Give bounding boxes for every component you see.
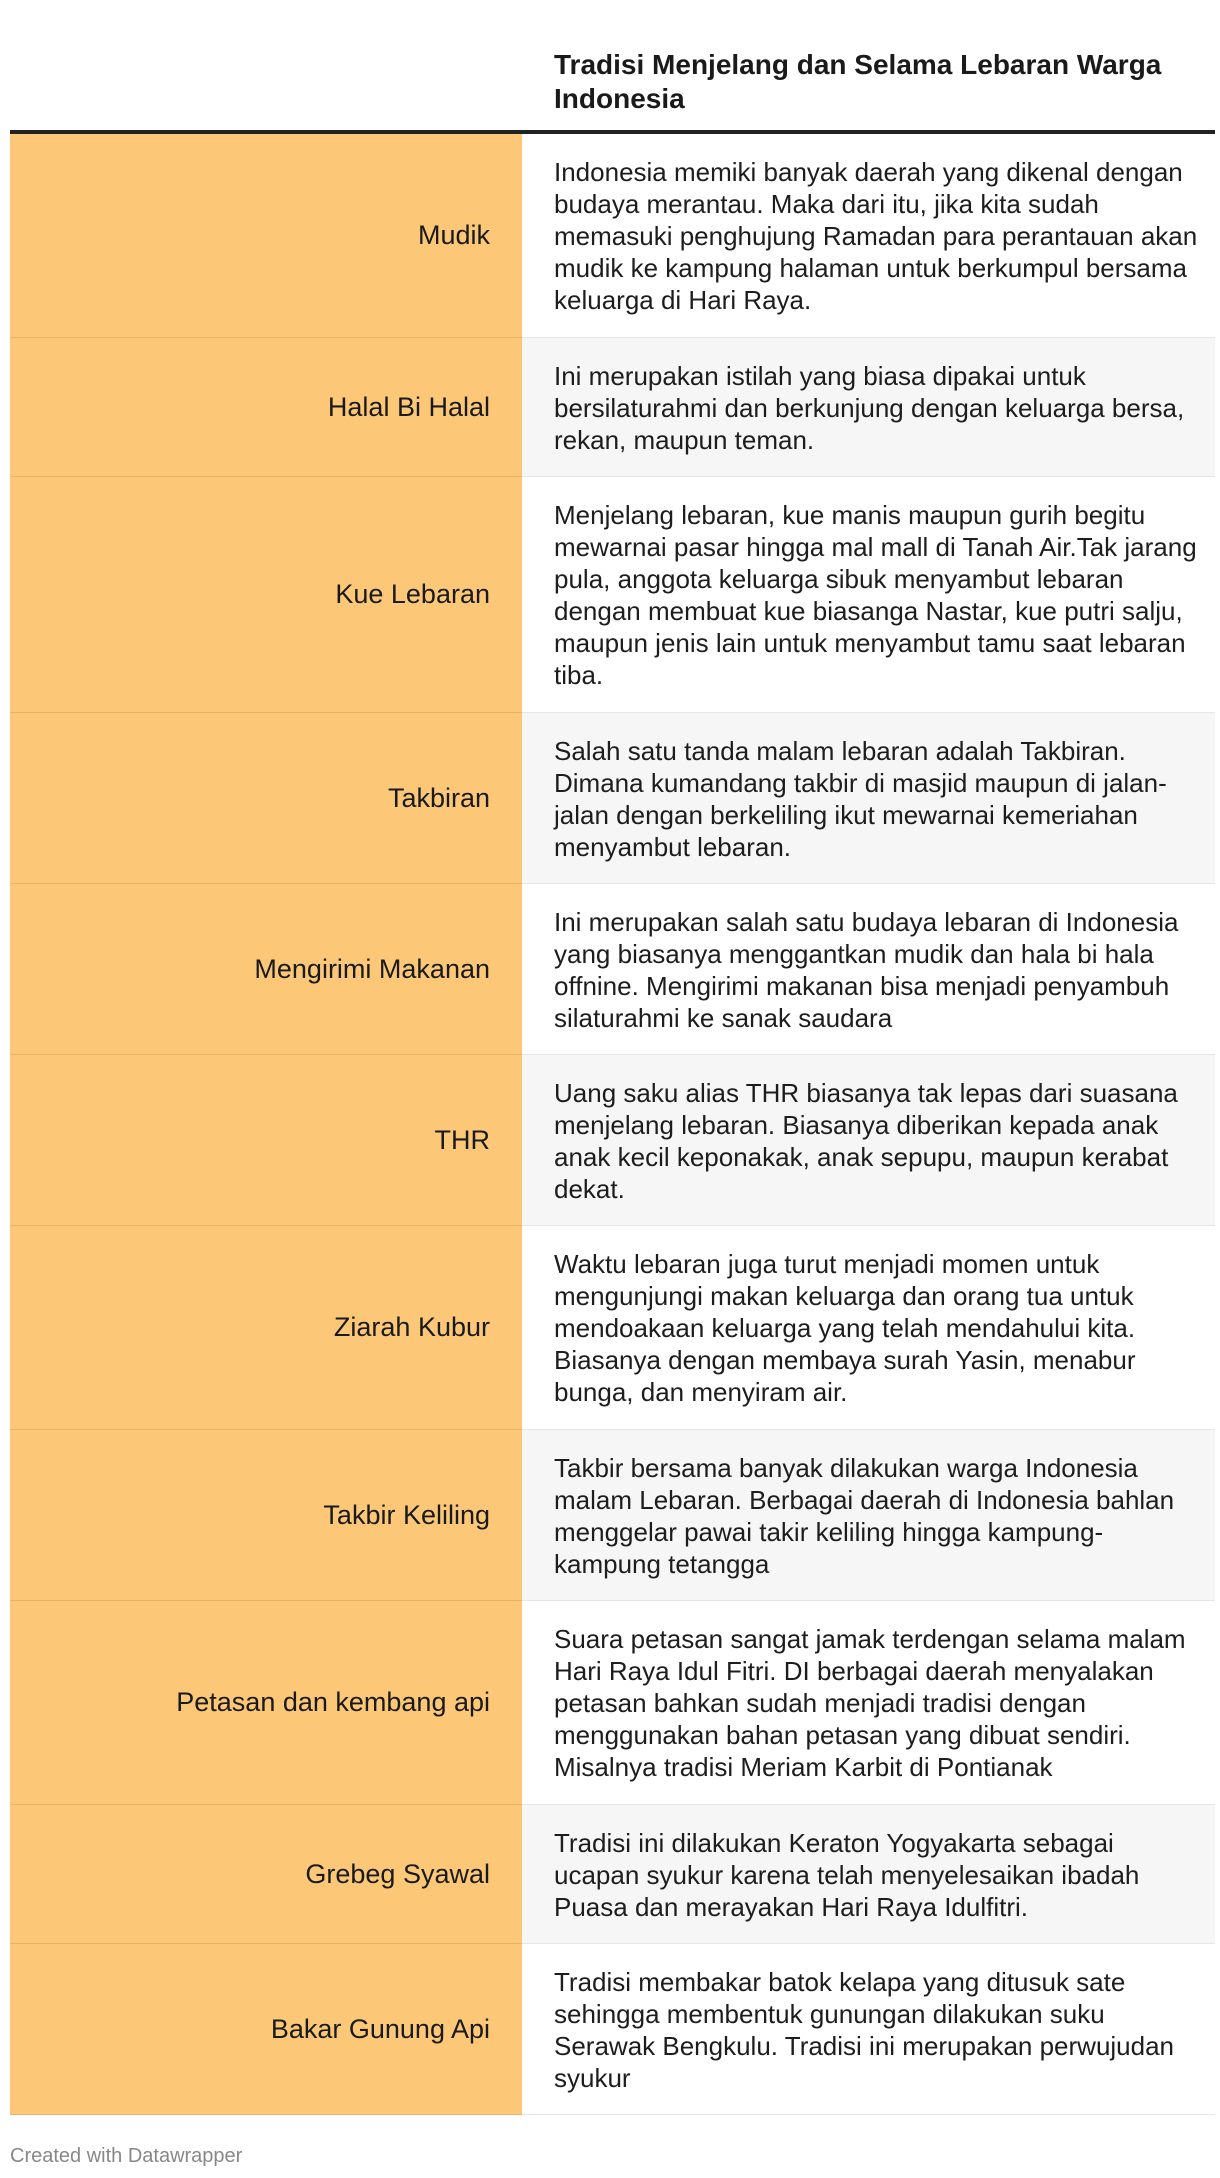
- traditions-table: [10, 0, 1215, 2115]
- tradition-name: THR: [10, 1055, 522, 1226]
- tradition-name: Halal Bi Halal: [10, 338, 522, 477]
- tradition-name: Mudik: [10, 134, 522, 338]
- table-row: [10, 338, 1215, 477]
- table-row: [10, 1055, 1215, 1226]
- tradition-description: Uang saku alias THR biasanya tak lepas dari suasana menjelang lebaran. Biasanya diberikan kepada anak anak kecil keponakak, anak sepupu, maupun kerabat dekat.: [522, 1055, 1215, 1226]
- tradition-name: Petasan dan kembang api: [10, 1601, 522, 1805]
- table-title: Tradisi Menjelang dan Selama Lebaran Warga Indonesia: [554, 49, 1162, 114]
- tradition-name: Kue Lebaran: [10, 477, 522, 713]
- tradition-description: Indonesia memiki banyak daerah yang dikenal dengan budaya merantau. Maka dari itu, jika kita sudah memasuki penghujung Ramadan para perantauan akan mudik ke kampung halaman untuk berkumpul bersama keluarga di Hari Raya.: [522, 134, 1215, 338]
- table-row: [10, 1226, 1215, 1430]
- header-empty-cell: [10, 0, 522, 130]
- table-row: [10, 477, 1215, 713]
- tradition-name: Takbir Keliling: [10, 1430, 522, 1601]
- table-row: [10, 1601, 1215, 1805]
- tradition-description: Tradisi membakar batok kelapa yang ditusuk sate sehingga membentuk gunungan dilakukan suku Serawak Bengkulu. Tradisi ini merupakan perwujudan syukur: [522, 1944, 1215, 2115]
- tradition-name: Takbiran: [10, 713, 522, 884]
- table-header: [10, 0, 1215, 134]
- tradition-description: Suara petasan sangat jamak terdengan selama malam Hari Raya Idul Fitri. DI berbagai daerah menyalakan petasan bahkan sudah menjadi tradisi dengan menggunakan bahan petasan yang dibuat sendiri. Misalnya tradisi Meriam Karbit di Pontianak: [522, 1601, 1215, 1805]
- tradition-description: Salah satu tanda malam lebaran adalah Takbiran. Dimana kumandang takbir di masjid maupun di jalan-jalan dengan berkeliling ikut mewarnai kemeriahan menyambut lebaran.: [522, 713, 1215, 884]
- tradition-description: Menjelang lebaran, kue manis maupun gurih begitu mewarnai pasar hingga mal mall di Tanah Air.Tak jarang pula, anggota keluarga sibuk menyambut lebaran dengan membuat kue biasanga Nastar, kue putri salju, maupun jenis lain untuk menyambut tamu saat lebaran tiba.: [522, 477, 1215, 713]
- tradition-description: Ini merupakan salah satu budaya lebaran di Indonesia yang biasanya menggantkan mudik dan hala bi hala offnine. Mengirimi makanan bisa menjadi penyambuh silaturahmi ke sanak saudara: [522, 884, 1215, 1055]
- tradition-name: Ziarah Kubur: [10, 1226, 522, 1430]
- tradition-description: Ini merupakan istilah yang biasa dipakai untuk bersilaturahmi dan berkunjung dengan keluarga bersa, rekan, maupun teman.: [522, 338, 1215, 477]
- tradition-description: Waktu lebaran juga turut menjadi momen untuk mengunjungi makan keluarga dan orang tua untuk mendoakaan keluarga yang telah mendahului kita. Biasanya dengan membaya surah Yasin, menabur bunga, dan menyiram air.: [522, 1226, 1215, 1430]
- tradition-name: Mengirimi Makanan: [10, 884, 522, 1055]
- tradition-name: Grebeg Syawal: [10, 1805, 522, 1944]
- table-row: [10, 1805, 1215, 1944]
- table-row: [10, 1430, 1215, 1601]
- tradition-description: Takbir bersama banyak dilakukan warga Indonesia malam Lebaran. Berbagai daerah di Indonesia bahlan menggelar pawai takir keliling hingga kampung-kampung tetangga: [522, 1430, 1215, 1601]
- tradition-name: Bakar Gunung Api: [10, 1944, 522, 2115]
- table-row: [10, 884, 1215, 1055]
- table-row: [10, 713, 1215, 884]
- table-row: [10, 1944, 1215, 2115]
- table-row: [10, 134, 1215, 338]
- tradition-description: Tradisi ini dilakukan Keraton Yogyakarta sebagai ucapan syukur karena telah menyelesaikan ibadah Puasa dan merayakan Hari Raya Idulfitri.: [522, 1805, 1215, 1944]
- datawrapper-credit: Created with Datawrapper: [10, 2145, 243, 2167]
